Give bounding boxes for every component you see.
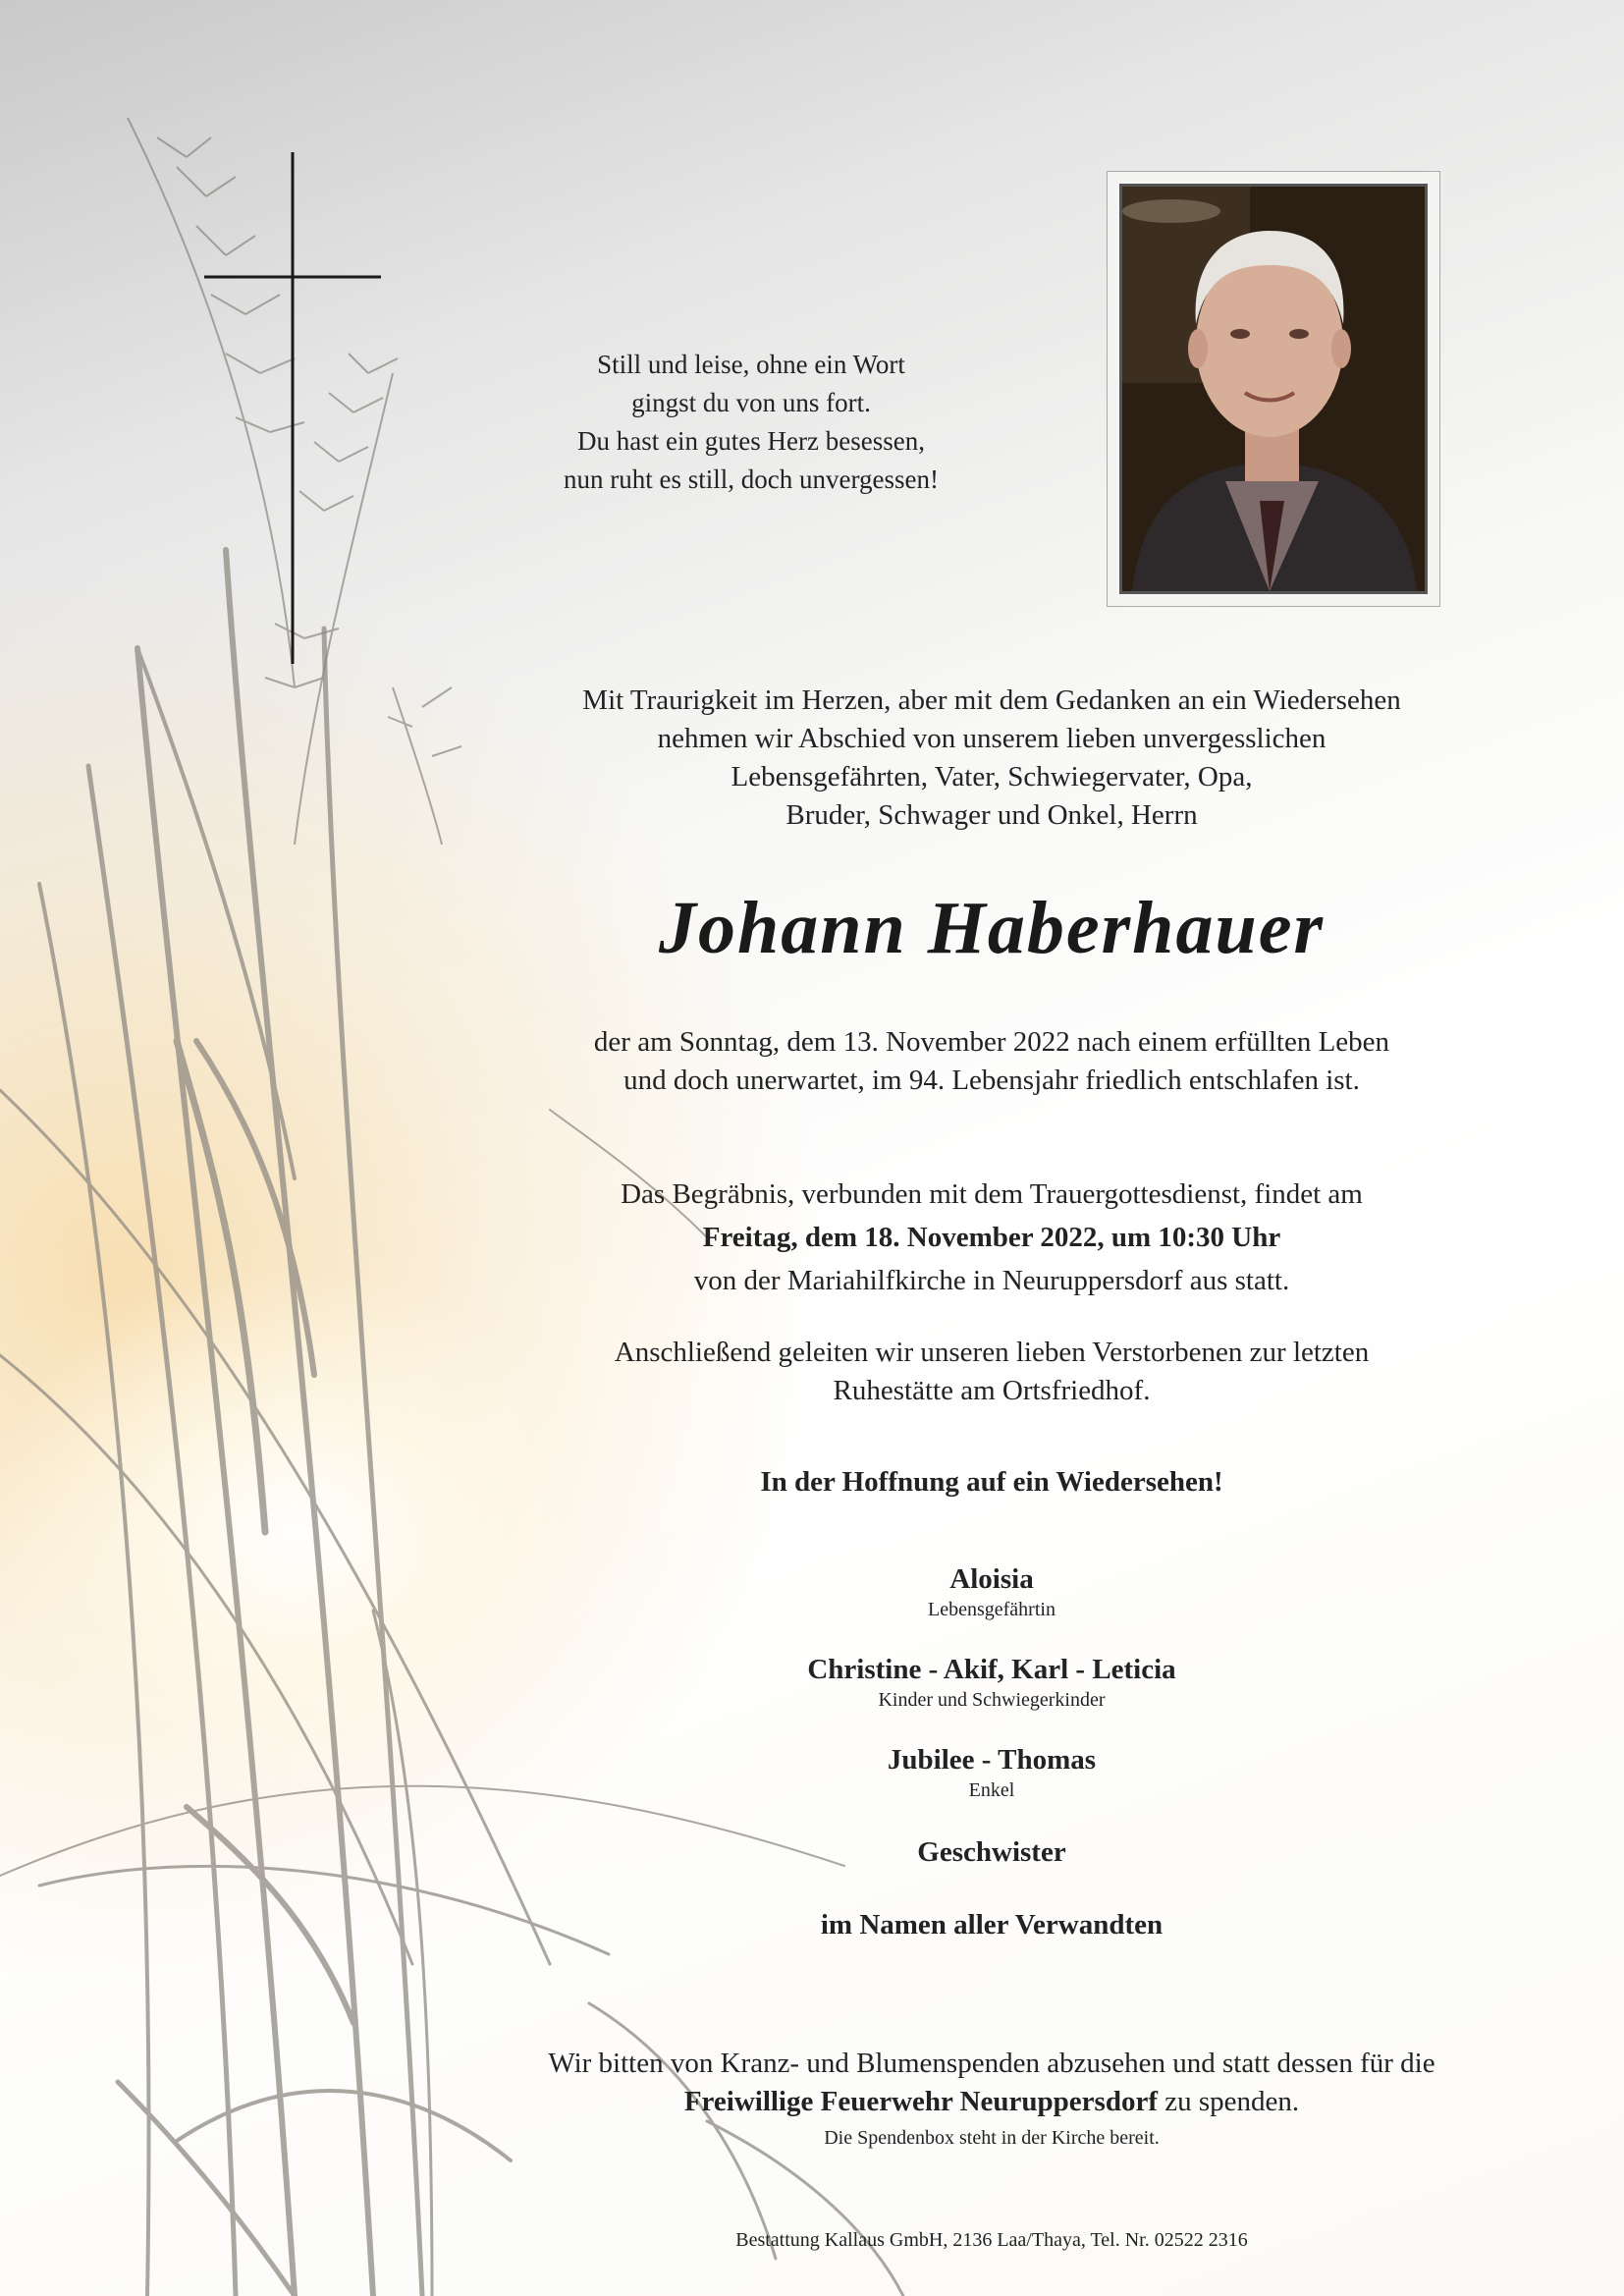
intro-line: Mit Traurigkeit im Herzen, aber mit dem Gedanken an ein Wiedersehen	[582, 684, 1401, 716]
family-names: Jubilee - Thomas	[887, 1744, 1097, 1776]
family-relation: Lebensgefährtin	[928, 1599, 1056, 1620]
funeral-line: von der Mariahilfkirche in Neuruppersdorf aus statt.	[693, 1265, 1290, 1296]
poem-line: gingst du von uns fort.	[631, 388, 871, 417]
poem-line: Du hast ein gutes Herz besessen,	[577, 426, 925, 456]
donation-org: Freiwillige Feuerwehr Neuruppersdorf	[683, 2086, 1158, 2117]
poem-line: Still und leise, ohne ein Wort	[597, 350, 905, 379]
death-text	[471, 1023, 1512, 1100]
relatives-text: im Namen aller Verwandten	[820, 1909, 1164, 1941]
family-names: Aloisia	[949, 1563, 1034, 1595]
hope-text: In der Hoffnung auf ein Wiedersehen!	[760, 1466, 1223, 1498]
family-names: Geschwister	[917, 1836, 1066, 1868]
family-names: Christine - Akif, Karl - Leticia	[807, 1654, 1176, 1685]
death-line: und doch unerwartet, im 94. Lebensjahr friedlich entschlafen ist.	[623, 1065, 1360, 1096]
intro-line: Lebensgefährten, Vater, Schwiegervater, Opa,	[731, 761, 1253, 793]
intro-text	[471, 682, 1512, 835]
funeral-text	[471, 1173, 1512, 1302]
portrait-frame	[1107, 171, 1440, 607]
donation-line: Wir bitten von Kranz- und Blumenspenden abzusehen und statt dessen für die	[548, 2048, 1435, 2079]
intro-line: Bruder, Schwager und Onkel, Herrn	[785, 799, 1198, 831]
family-relation: Kinder und Schwiegerkinder	[878, 1689, 1106, 1711]
deceased-name: Johann Haberhauer	[658, 887, 1326, 969]
donation-suffix: zu spenden.	[1158, 2086, 1300, 2117]
portrait-photo	[1119, 184, 1428, 594]
donation-note: Die Spendenbox steht in der Kirche bereit.	[824, 2127, 1160, 2149]
family-member	[471, 1561, 1512, 1622]
death-line: der am Sonntag, dem 13. November 2022 nach einem erfüllten Leben	[593, 1026, 1390, 1058]
poem	[471, 346, 1031, 499]
family-member	[471, 1834, 1512, 1870]
burial-text	[471, 1334, 1512, 1410]
burial-line: Anschließend geleiten wir unseren lieben Verstorbenen zur letzten	[614, 1337, 1370, 1368]
family-member	[471, 1742, 1512, 1803]
funeral-line: Das Begräbnis, verbunden mit dem Trauergottesdienst, findet am	[621, 1178, 1363, 1210]
donation-line	[471, 2083, 1512, 2121]
funeral-date: Freitag, dem 18. November 2022, um 10:30 Uhr	[702, 1222, 1281, 1253]
burial-line: Ruhestätte am Ortsfriedhof.	[833, 1375, 1151, 1406]
footer-text: Bestattung Kallaus GmbH, 2136 Laa/Thaya, Tel. Nr. 02522 2316	[735, 2229, 1248, 2251]
intro-line: nehmen wir Abschied von unserem lieben unvergesslichen	[657, 723, 1326, 754]
family-member	[471, 1652, 1512, 1713]
donation-text	[471, 2045, 1512, 2151]
cross-icon	[0, 0, 412, 687]
poem-line: nun ruht es still, doch unvergessen!	[564, 465, 939, 494]
family-relation: Enkel	[968, 1779, 1015, 1801]
portrait-image	[1122, 187, 1425, 591]
